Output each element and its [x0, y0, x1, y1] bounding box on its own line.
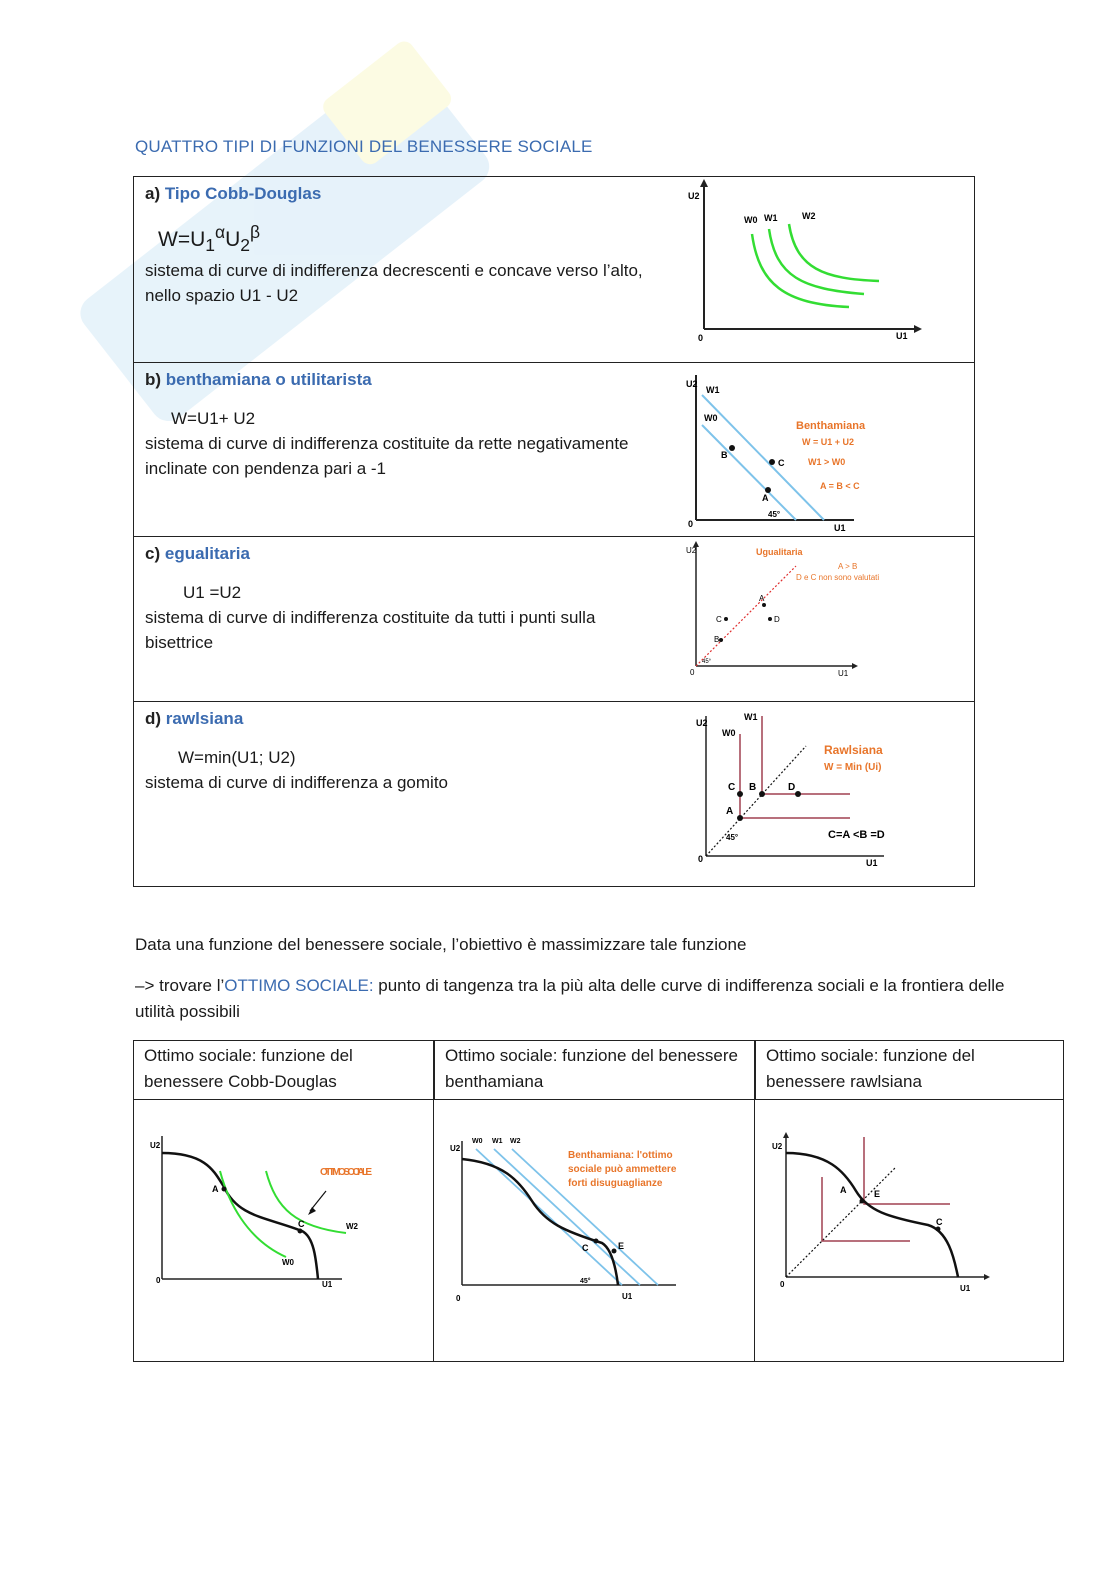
rawlsiana-figure [674, 704, 914, 876]
point-e [612, 1249, 617, 1254]
kink-curve-lower [822, 1177, 910, 1241]
curve-label: W2 [346, 1222, 358, 1231]
point-label: A [726, 806, 734, 817]
point-c [769, 459, 775, 465]
figure-title: OTTIMO SOCIALE [320, 1167, 372, 1178]
point-label: C [778, 458, 785, 468]
indifference-line-w0 [702, 425, 796, 520]
point-c [298, 1229, 303, 1234]
line-label: W1 [706, 385, 720, 395]
point-label: B [749, 782, 757, 793]
point-b [719, 638, 723, 642]
row-rawlsiana [134, 701, 974, 887]
curve-label: W0 [722, 728, 736, 738]
angle-label: 45° [702, 659, 712, 665]
paragraph-rest: punto di tangenza tra la più alta delle curve di indifferenza sociali e la frontiera delle utilità possibili [135, 976, 1005, 1021]
axis-label-x: U1 [896, 331, 908, 341]
point-label: A [840, 1185, 847, 1195]
point-a [222, 1187, 227, 1192]
point-label: E [618, 1241, 625, 1251]
point-a [737, 815, 743, 821]
origin-label: 0 [780, 1280, 785, 1289]
figure-note: A > B [838, 562, 858, 571]
point-label: C [936, 1217, 943, 1227]
axis-label-x: U1 [838, 669, 849, 678]
welfare-functions-table [133, 176, 975, 887]
axis-label-y: U2 [686, 546, 697, 555]
point-c [724, 617, 728, 621]
point-label: C [298, 1219, 305, 1229]
utility-frontier [786, 1153, 958, 1277]
axis-label-x: U1 [322, 1280, 333, 1289]
bisector-line [706, 746, 806, 856]
row-benthamiana [134, 362, 974, 536]
point-label: C [728, 782, 736, 793]
curve-label: W0 [744, 215, 758, 225]
indifference-curve-w2 [789, 224, 879, 281]
point-b [729, 445, 735, 451]
optimum-term: OTTIMO SOCIALE: [224, 976, 374, 995]
point-e [860, 1199, 865, 1204]
axis-label-x: U1 [834, 523, 846, 533]
figure-note: W1 > W0 [808, 457, 846, 467]
point-label: C [582, 1243, 589, 1253]
origin-label: 0 [456, 1294, 461, 1303]
optimum-benthamiana-figure [446, 1119, 706, 1309]
formula: W=min(U1; U2) [178, 748, 296, 767]
point-label: A [212, 1184, 219, 1194]
axis-label-y: U2 [450, 1144, 461, 1153]
row-letter: d) [145, 709, 162, 728]
figure-note: C=A <B =D [828, 829, 885, 841]
optimum-rawlsiana-figure [768, 1127, 1008, 1307]
line-label: W2 [510, 1138, 521, 1145]
figure-note: Benthamiana: l'ottimo sociale può ammettere forti disuguaglianze [568, 1150, 677, 1189]
paragraph-objective: Data una funzione del benessere sociale, l’obiettivo è massimizzare tale funzione [135, 935, 747, 954]
figure-note: W = Min (Ui) [824, 762, 882, 773]
origin-label: 0 [698, 333, 704, 343]
formula-sub: 2 [240, 235, 251, 256]
formula-sub: 1 [205, 235, 215, 256]
optimum-table [133, 1040, 1064, 1362]
formula-sup: β [250, 222, 261, 242]
point-label: A [762, 493, 769, 503]
point-c [737, 791, 743, 797]
axis-label-x: U1 [622, 1292, 633, 1301]
origin-label: 0 [688, 519, 694, 529]
axis-label-x: U1 [960, 1284, 971, 1293]
cobb-douglas-figure [674, 179, 974, 359]
row-egualitaria [134, 536, 974, 701]
figure-title: Benthamiana [796, 420, 866, 432]
angle-label: 45° [580, 1278, 591, 1285]
point-label: B [721, 450, 728, 460]
indifference-curve-w1 [769, 229, 864, 294]
figure-title: Ugualitaria [756, 547, 803, 557]
angle-label: 45° [768, 510, 781, 519]
header-benthamiana: Ottimo sociale: funzione del benessere benthamiana [435, 1041, 756, 1099]
figure-note: D e C non sono valutati [796, 573, 880, 582]
row-title: egualitaria [164, 544, 250, 563]
line-label: W1 [492, 1138, 503, 1145]
description: sistema di curve di indifferenza costituite da tutti i punti sulla bisettrice [145, 608, 596, 652]
point-label: E [874, 1189, 881, 1199]
benthamiana-figure [674, 365, 884, 533]
row-letter: b) [145, 370, 162, 389]
figure-title: Rawlsiana [824, 743, 883, 757]
line-label: W0 [472, 1138, 483, 1145]
header-cobb-douglas: Ottimo sociale: funzione del benessere Cobb-Douglas [134, 1041, 435, 1099]
point-b [759, 791, 765, 797]
figure-note-box [568, 1149, 694, 1203]
figure-note: W = U1 + U2 [802, 437, 855, 447]
axis-label-y: U2 [696, 718, 708, 728]
origin-label: 0 [690, 668, 695, 677]
row-title: benthamiana o utilitarista [165, 370, 372, 389]
point-label: D [774, 615, 780, 624]
axis-label-x: U1 [866, 858, 878, 868]
description: sistema di curve di indifferenza decrescenti e concave verso l’alto, nello spazio U1 - U2 [145, 261, 643, 306]
origin-label: 0 [156, 1276, 161, 1285]
point-label: C [716, 615, 722, 624]
origin-label: 0 [698, 854, 704, 864]
line-label: W0 [704, 413, 718, 423]
point-a [762, 603, 766, 607]
point-d [768, 617, 772, 621]
row-letter: c) [145, 544, 161, 563]
bisector-line [696, 566, 796, 666]
description: sistema di curve di indifferenza costituite da rette negativamente inclinate con pendenza pari a -1 [145, 434, 629, 478]
figure-note: A = B < C [820, 481, 860, 491]
curve-label: W2 [802, 211, 816, 221]
paragraph-prefix: –> trovare l’ [135, 976, 225, 995]
axis-label-y: U2 [772, 1142, 783, 1151]
row-letter: a) [145, 184, 161, 203]
point-label: B [714, 635, 720, 644]
point-c [594, 1239, 599, 1244]
formula-part: W=U [158, 228, 206, 251]
optimum-cobb-douglas-figure [146, 1121, 376, 1301]
curve-label: W1 [764, 213, 778, 223]
row-cobb-douglas [134, 177, 974, 362]
page-heading: QUATTRO TIPI DI FUNZIONI DEL BENESSERE SOCIALE [135, 137, 593, 156]
axis-label-y: U2 [150, 1141, 161, 1150]
bisector-line [786, 1167, 896, 1277]
row-title: rawlsiana [165, 709, 244, 728]
formula: U1 =U2 [183, 583, 242, 602]
point-label: A [759, 594, 765, 603]
row-title: Tipo Cobb-Douglas [164, 184, 322, 203]
point-label: D [788, 782, 796, 793]
axis-label-y: U2 [688, 191, 700, 201]
indifference-curve-w0 [752, 234, 849, 307]
header-rawlsiana: Ottimo sociale: funzione del benessere rawlsiana [766, 1046, 975, 1091]
curve-label: W0 [282, 1258, 294, 1267]
paragraph-optimum [135, 973, 1015, 1025]
description: sistema di curve di indifferenza a gomito [145, 773, 449, 792]
formula-sup: α [214, 222, 226, 242]
formula: W=U1+ U2 [171, 409, 256, 428]
point-c [936, 1227, 941, 1232]
formula [158, 220, 665, 258]
formula-part: U [225, 228, 241, 251]
egualitaria-figure [674, 539, 914, 689]
angle-label: 45° [726, 833, 739, 842]
axis-label-y: U2 [686, 379, 698, 389]
point-d [795, 791, 801, 797]
curve-label: W1 [744, 712, 758, 722]
